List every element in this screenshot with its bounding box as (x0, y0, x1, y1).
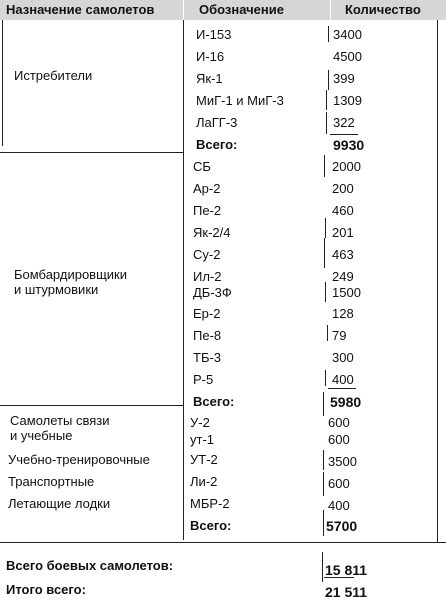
designation-cell: Пе-8 (193, 328, 222, 343)
tick (327, 325, 328, 341)
total-label: Всего: (190, 518, 232, 533)
total-value: 9930 (333, 137, 365, 153)
quantity-cell: 249 (332, 269, 354, 284)
group-name-fighters: Истребители (14, 68, 93, 83)
designation-column-line (183, 20, 184, 540)
quantity-cell: 460 (332, 203, 354, 218)
quantity-cell: 600 (328, 432, 350, 447)
tick (330, 134, 358, 135)
designation-cell: Як-1 (196, 71, 223, 86)
tick (325, 282, 326, 302)
designation-cell: Ил-2 (193, 269, 222, 284)
designation-cell: Су-2 (193, 247, 221, 262)
tick (328, 26, 329, 42)
combat-total-value: 15 811 (325, 562, 368, 578)
designation-cell: ут-1 (190, 432, 215, 447)
total-value: 5980 (330, 394, 362, 410)
quantity-cell: 200 (332, 181, 354, 196)
tick (328, 70, 329, 90)
designation-cell: СБ (193, 159, 211, 174)
quantity-cell: 463 (332, 247, 354, 262)
group-name-liaison-line2: и учебные (10, 428, 73, 443)
designation-cell: Ер-2 (193, 306, 221, 321)
tick (323, 450, 324, 470)
col-divider-1 (183, 0, 184, 20)
designation-cell: ДБ-3Ф (193, 285, 232, 300)
designation-cell: Ли-2 (190, 474, 218, 489)
group-name-liaison-line1: Самолеты связи (10, 413, 110, 428)
total-label: Всего: (193, 394, 235, 409)
designation-cell: У-2 (190, 415, 210, 430)
grand-total-value: 21 511 (325, 584, 368, 600)
tick (323, 472, 324, 496)
left-border (2, 20, 3, 146)
quantity-cell: 600 (328, 415, 350, 430)
group-name-training: Учебно-тренировочные (8, 452, 150, 467)
designation-cell: Р-5 (193, 372, 214, 387)
combat-total-label: Всего боевых самолетов: (6, 558, 174, 573)
designation-cell: МиГ-1 и МиГ-3 (196, 93, 284, 108)
quantity-cell: 600 (328, 476, 350, 491)
group-name-transport: Транспортные (8, 474, 95, 489)
quantity-cell: 201 (332, 225, 354, 240)
designation-cell: МБР-2 (190, 496, 230, 511)
designation-cell: Як-2/4 (193, 225, 231, 240)
tick (325, 370, 326, 386)
col-divider-2 (330, 0, 331, 20)
grand-total-label: Итого всего: (6, 582, 86, 597)
header-designation: Обозначение (199, 2, 284, 17)
designation-cell: Ар-2 (193, 181, 221, 196)
group-name-bombers-line2: и штурмовики (14, 282, 99, 297)
quantity-cell: 400 (332, 372, 354, 387)
header-quantity: Количество (345, 2, 421, 17)
tick (324, 155, 325, 177)
tick (322, 552, 323, 582)
tick (326, 112, 327, 134)
designation-cell: И-16 (196, 49, 225, 64)
total-value: 5700 (326, 518, 358, 534)
quantity-cell: 79 (332, 328, 347, 343)
quantity-cell: 400 (328, 498, 350, 513)
designation-cell: И-153 (196, 27, 232, 42)
tick (324, 238, 325, 268)
designation-cell: ЛаГГ-3 (196, 115, 238, 130)
quantity-cell: 399 (333, 71, 355, 86)
divider-before-summary (0, 542, 446, 543)
tick (323, 510, 324, 536)
quantity-cell: 4500 (333, 49, 362, 64)
quantity-cell: 2000 (332, 159, 361, 174)
group-name-bombers-line1: Бомбардировщики (14, 267, 127, 282)
quantity-cell: 322 (333, 115, 355, 130)
divider-after-bombers (0, 405, 183, 406)
designation-cell: ТБ-3 (193, 350, 222, 365)
tick (323, 392, 324, 416)
total-label: Всего: (196, 137, 238, 152)
designation-cell: Пе-2 (193, 203, 222, 218)
quantity-cell: 1500 (332, 285, 361, 300)
group-name-flying-boats: Летающие лодки (8, 496, 111, 511)
quantity-cell: 300 (332, 350, 354, 365)
quantity-cell: 128 (332, 306, 354, 321)
quantity-cell: 1309 (333, 93, 362, 108)
tick (325, 218, 326, 238)
quantity-cell: 3400 (333, 27, 362, 42)
tick (328, 388, 356, 389)
tick (326, 90, 327, 110)
quantity-cell: 3500 (328, 454, 357, 469)
header-purpose: Назначение самолетов (6, 2, 155, 17)
divider-after-fighters (0, 152, 183, 153)
designation-cell: УТ-2 (190, 452, 218, 467)
right-border (437, 20, 438, 543)
